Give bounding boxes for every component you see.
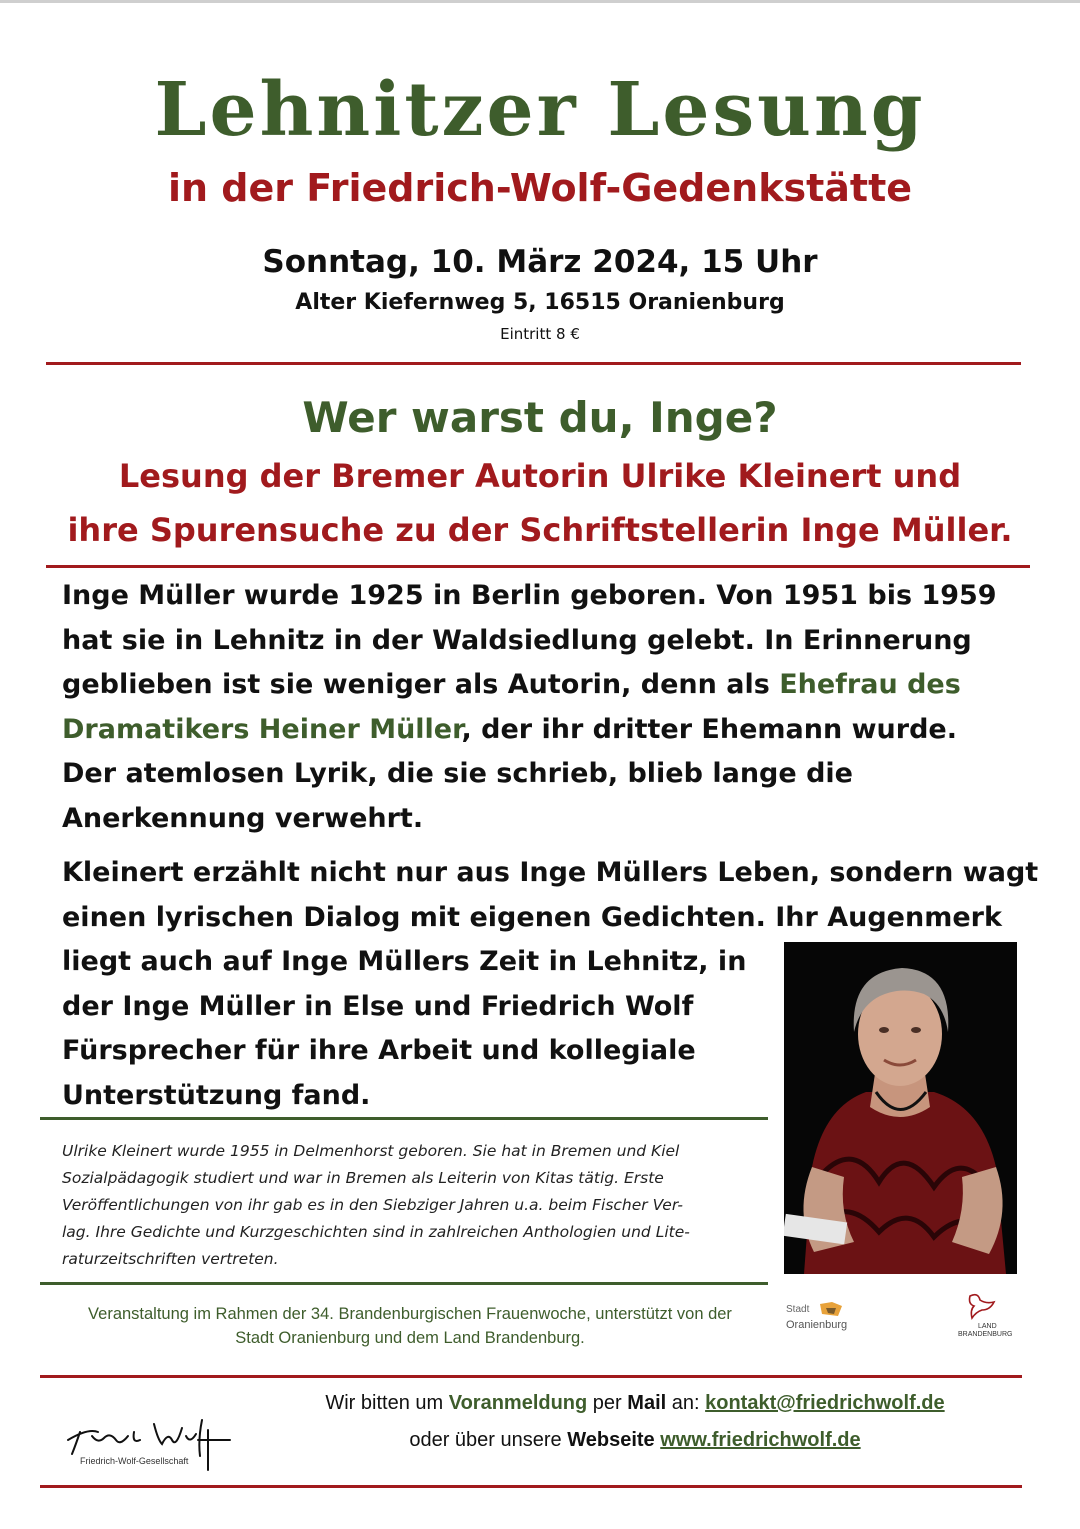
- author-photo-illustration: [784, 942, 1017, 1274]
- bio-line: raturzeitschriften vertreten.: [62, 1250, 279, 1268]
- paragraph-line: [62, 708, 997, 753]
- paragraph-line: der Inge Müller in Else und Friedrich Wolf: [62, 990, 694, 1022]
- logo-text-land: LAND: [978, 1323, 997, 1330]
- paragraph-line: Unterstützung fand.: [62, 1079, 371, 1111]
- support-note-line: Veranstaltung im Rahmen der 34. Brandenburgischen Frauenwoche, unterstützt von der: [88, 1305, 732, 1323]
- bio-line: Sozialpädagogik studiert und war in Bremen als Leiterin von Kitas tätig. Erste: [62, 1169, 664, 1187]
- text-webseite: Webseite: [567, 1429, 655, 1451]
- text-span: oder über unsere: [409, 1429, 568, 1451]
- poster-subtitle: in der Friedrich-Wolf-Gedenkstätte: [167, 166, 913, 210]
- poster-title: Lehnitzer Lesung: [154, 67, 926, 153]
- paragraph-line: hat sie in Lehnitz in der Waldsiedlung gelebt. In Erinnerung: [62, 624, 972, 656]
- bio-line: lag. Ihre Gedichte und Kurzgeschichten sind in zahlreichen Anthologien und Lite-: [62, 1223, 690, 1241]
- paragraph-line: Der atemlosen Lyrik, die sie schrieb, blieb lange die: [62, 758, 853, 789]
- event-fee: Eintritt 8 €: [500, 325, 580, 343]
- signature-icon: [58, 1410, 238, 1478]
- divider-contact-top: [40, 1375, 1022, 1378]
- email-link[interactable]: kontakt@friedrichwolf.de: [705, 1392, 945, 1414]
- logo-text-brandenburg: BRANDENBURG: [958, 1331, 1013, 1338]
- text-voranmeldung: Voranmeldung: [448, 1392, 588, 1414]
- text-mail: Mail: [627, 1392, 667, 1414]
- paragraph-line: Inge Müller wurde 1925 in Berlin geboren. Von 1951 bis 1959: [62, 580, 997, 611]
- event-subtitle-line1: Lesung der Bremer Autorin Ulrike Kleinert und: [118, 457, 962, 495]
- support-note-line: Stadt Oranienburg und dem Land Brandenburg.: [235, 1329, 585, 1347]
- contact-line-website: [270, 1424, 1000, 1456]
- divider-middle: [46, 565, 1030, 568]
- text-span: per: [587, 1392, 628, 1414]
- divider-top: [46, 362, 1021, 365]
- brandenburg-eagle-icon: [950, 1290, 1020, 1340]
- paragraph-line: liegt auch auf Inge Müllers Zeit in Lehnitz, in: [62, 946, 747, 977]
- author-bio: [62, 1138, 772, 1273]
- oranienburg-logo-mark: [786, 1298, 866, 1338]
- event-address: Alter Kiefernweg 5, 16515 Oranienburg: [295, 290, 785, 315]
- support-note: [40, 1302, 780, 1350]
- text-span: geblieben ist sie weniger als Autorin, denn als: [62, 669, 780, 700]
- signature-org-text: Friedrich-Wolf-Gesellschaft: [80, 1456, 189, 1466]
- text-span: , der ihr dritter Ehemann wurde.: [461, 713, 957, 745]
- logo-text-oranienburg: Oranienburg: [786, 1319, 848, 1331]
- paragraph-line: [62, 663, 997, 708]
- brandenburg-logo: [950, 1290, 1020, 1340]
- paragraph-line: Anerkennung verwehrt.: [62, 802, 424, 834]
- author-photo: [784, 942, 1017, 1274]
- paragraph-line: Kleinert erzählt nicht nur aus Inge Müllers Leben, sondern wagt: [62, 857, 1039, 888]
- contact-line-mail: [270, 1387, 1000, 1419]
- highlight-text: Ehefrau des: [779, 669, 961, 700]
- bio-divider-top: [40, 1117, 768, 1120]
- paragraph-biography: [62, 574, 997, 841]
- paragraph-line: Fürsprecher für ihre Arbeit und kollegiale: [62, 1035, 696, 1066]
- oranienburg-logo: [786, 1298, 866, 1338]
- top-border: [0, 0, 1080, 3]
- text-span: an:: [666, 1392, 706, 1414]
- event-date: Sonntag, 10. März 2024, 15 Uhr: [262, 244, 818, 280]
- event-title: Wer warst du, Inge?: [302, 393, 778, 442]
- divider-bottom: [40, 1485, 1022, 1488]
- bio-line: Veröffentlichungen von ihr gab es in den Siebziger Jahren u.a. beim Fischer Ver-: [62, 1196, 683, 1214]
- bio-divider-bottom: [40, 1282, 768, 1285]
- website-link[interactable]: www.friedrichwolf.de: [660, 1429, 861, 1451]
- paragraph-line: einen lyrischen Dialog mit eigenen Gedichten. Ihr Augenmerk: [62, 901, 1002, 933]
- logo-text-stadt: Stadt: [786, 1304, 810, 1315]
- event-subtitle-line2: ihre Spurensuche zu der Schriftstellerin Inge Müller.: [67, 511, 1013, 549]
- text-span: Wir bitten um: [325, 1392, 449, 1414]
- friedrich-wolf-signature-logo: [58, 1410, 238, 1478]
- highlight-text: Dramatikers Heiner Müller: [62, 713, 462, 745]
- bio-line: Ulrike Kleinert wurde 1955 in Delmenhorst geboren. Sie hat in Bremen und Kiel: [62, 1142, 680, 1160]
